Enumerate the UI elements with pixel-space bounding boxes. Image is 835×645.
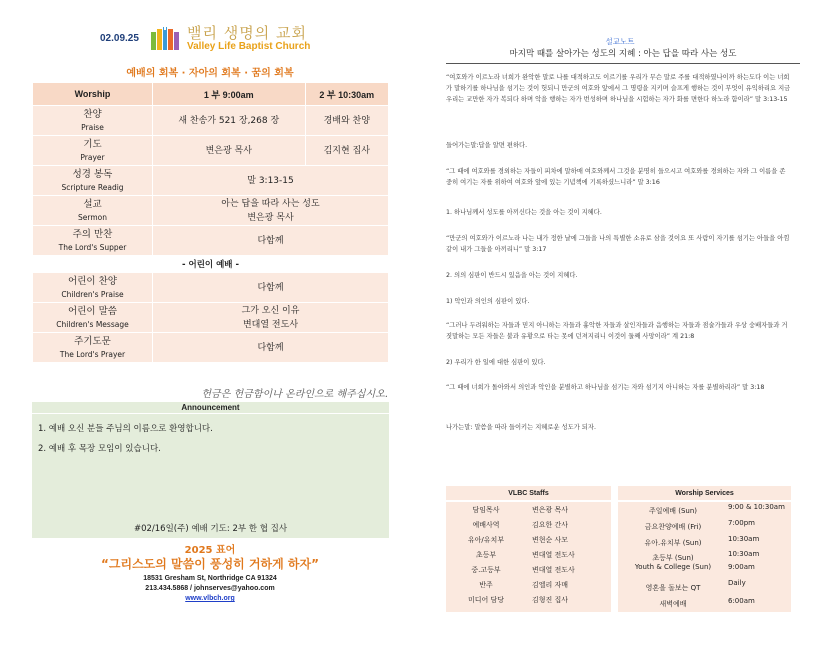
service-row: Youth & College (Sun) 9:00am — [634, 563, 755, 571]
second-service-cell: 경배와 찬양 — [305, 106, 388, 136]
row-label: 설교 Sermon — [33, 196, 153, 226]
sermon-paragraph: “그러나 두려워하는 자들과 믿지 아니하는 자들과 흉악한 자들과 살인자들과 음행하는 자들과 점술가들과 우상 숭배자들과 거짓말하는 모든 자들은 불과 유황으로 타는 못에 던져지리니 이것이 둘째 사망이라” 계 21:8 — [446, 322, 788, 340]
announcement-heading: Announcement — [32, 402, 389, 414]
service-row: 새벽예배 6:00am — [659, 597, 755, 608]
church-phone-email: 213.434.5868 / johnserves@yahoo.com — [145, 585, 275, 592]
staffs-box — [446, 486, 611, 612]
table-row — [33, 303, 389, 333]
worship-services-box — [618, 486, 791, 612]
staff-row: 담임목사 변은광 목사 — [472, 506, 569, 514]
service-row: 주일예배 (Sun) 9:00 & 10:30am — [648, 503, 785, 515]
table-row — [33, 106, 389, 136]
sermon-paragraph: “그 때에 여호와를 경외하는 자들이 피차에 말하매 여호와께서 그것을 분명히 들으시고 여호와를 경외하는 자와 그 이름을 존중히 여기는 자를 위하여 여호와 앞에 있는 기념책에 기록하셨느니라” 말 3:16 — [446, 168, 786, 186]
sermon-paragraph: “만군의 여호와가 이르노라 나는 내가 정한 날에 그들을 나의 특별한 소유로 삼을 것이요 또 사람이 자기를 섬기는 아들을 아낌 같이 내가 그들을 아끼리니” 말 3:17 — [446, 235, 790, 253]
worship-order-table — [32, 82, 389, 363]
church-name-english: Valley Life Baptist Church — [187, 41, 311, 52]
church-logo-icon — [150, 24, 180, 51]
children-worship-heading: - 어린이 예배 - — [33, 256, 389, 273]
announcement-box — [32, 402, 389, 538]
row-label: 어린이 찬양 Children's Praise — [33, 273, 153, 303]
sermon-paragraph: 1) 악인과 의인의 심판이 있다. — [446, 298, 530, 305]
staff-row: 초등부 변대열 전도사 — [475, 551, 575, 559]
church-website-link[interactable]: www.vlbch.org — [185, 595, 235, 602]
table-row — [33, 273, 389, 303]
row-label: 성경 봉독 Scripture Readig — [33, 166, 153, 196]
bulletin-date: 02.09.25 — [100, 33, 139, 44]
merged-cell: 말 3:13-15 — [153, 166, 389, 196]
merged-cell: 다함께 — [153, 273, 389, 303]
sermon-title: 마지막 때를 살아가는 성도의 지혜 : 아는 답을 따라 사는 성도 — [446, 47, 800, 64]
merged-cell: 아는 답을 따라 사는 성도 변은광 목사 — [153, 196, 389, 226]
service-row: 영혼을 돌보는 QT Daily — [645, 579, 746, 592]
table-row — [33, 333, 389, 363]
first-service-cell: 새 찬송가 521 장,268 장 — [153, 106, 306, 136]
sermon-paragraph: “여호와가 이르노라 너희가 완악한 말로 나를 대적하고도 이르기를 우리가 무슨 말로 주를 대적하였나이까 하는도다 이는 너희가 말하기를 하나님을 섬기는 것이 헛되니 만군의 여호와 앞에서 그 명령을 지키며 슬프게 행하는 것이 무엇이 유익하리요 지금 우리는 교만한 자가 복되다 하며 악을 행하는 자가 번성하며 하나님을 시험하는 자가 화를 면한다 하노라 함이라” 말 3:13-15 — [446, 74, 791, 103]
offering-note: 헌금은 헌금함이나 온라인으로 해주십시오. — [201, 389, 388, 400]
sermon-paragraph: 들어가는말:답을 알면 편하다. — [446, 142, 528, 149]
bulletin-left-page — [0, 0, 400, 645]
column-header: 2 부 10:30am — [305, 83, 388, 106]
column-header: 1 부 9:00am — [153, 83, 306, 106]
year-motto-label: 2025 표어 — [184, 545, 236, 556]
second-service-cell: 김지현 집사 — [305, 136, 388, 166]
prayer-assignment: #02/16일(주) 예배 기도: 2부 한 협 집사 — [133, 524, 288, 534]
church-motto: 예배의 회복 · 자아의 회복 · 꿈의 회복 — [126, 68, 294, 79]
table-row — [33, 226, 389, 256]
row-label: 찬양 Praise — [33, 106, 153, 136]
staff-row: 반주 김엘리 자매 — [479, 581, 569, 589]
sermon-paragraph: “그 때에 너희가 돌아와서 의인과 악인을 분별하고 하나님을 섬기는 자와 섬기지 아니하는 자를 분별하리라” 말 3:18 — [446, 384, 765, 391]
children-worship-heading-row — [33, 256, 389, 273]
table-row — [33, 166, 389, 196]
church-address: 18531 Gresham St, Northridge CA 91324 — [143, 575, 277, 582]
services-heading: Worship Services — [618, 486, 791, 502]
church-name-korean: 밸리 생명의 교회 — [187, 24, 307, 42]
first-service-cell: 변은광 목사 — [153, 136, 306, 166]
service-row: 유아.유치부 (Sun) 10:30am — [644, 535, 760, 547]
column-header: Worship — [33, 83, 153, 106]
row-label: 주기도문 The Lord's Prayer — [33, 333, 153, 363]
table-row — [33, 136, 389, 166]
bulletin-right-page — [440, 0, 835, 645]
sermon-paragraph: 2) 우리가 한 일에 대한 심판이 있다. — [446, 359, 546, 366]
row-label: 기도 Prayer — [33, 136, 153, 166]
staff-row: 미디어 담당 김형진 집사 — [467, 596, 569, 604]
merged-cell: 그가 오신 이유 변대열 전도사 — [153, 303, 389, 333]
sermon-note-tag: 설교노트 — [605, 37, 635, 46]
year-motto-text: “그리스도의 말씀이 풍성히 거하게 하자” — [101, 557, 319, 571]
sermon-paragraph: 2. 의의 심판이 반드시 있음을 아는 것이 지혜다. — [446, 272, 578, 279]
service-row: 초등부 (Sun) 10:30am — [652, 550, 760, 562]
announcement-item: 1. 예배 오신 분들 주님의 이름으로 환영합니다. — [38, 424, 213, 434]
table-header-row — [33, 83, 389, 106]
merged-cell: 다함께 — [153, 333, 389, 363]
row-label: 어린이 말씀 Children's Message — [33, 303, 153, 333]
row-label: 주의 만찬 The Lord's Supper — [33, 226, 153, 256]
table-row — [33, 196, 389, 226]
announcement-item: 2. 예배 후 목장 모임이 있습니다. — [38, 444, 161, 454]
staff-row: 유아/유치부 변현순 사모 — [467, 536, 569, 544]
sermon-paragraph: 1. 하나님께서 성도를 아끼신다는 것을 아는 것이 지혜다. — [446, 209, 602, 216]
service-row: 금요찬양예배 (Fri) 7:00pm — [644, 519, 755, 531]
staffs-heading: VLBC Staffs — [446, 486, 611, 502]
staff-row: 중.고등부 변대열 전도사 — [471, 566, 575, 574]
merged-cell: 다함께 — [153, 226, 389, 256]
sermon-paragraph: 나가는말: 말씀을 따라 들이키는 지혜로운 성도가 되자. — [446, 424, 596, 431]
staff-row: 예배사역 김요한 간사 — [472, 521, 569, 529]
